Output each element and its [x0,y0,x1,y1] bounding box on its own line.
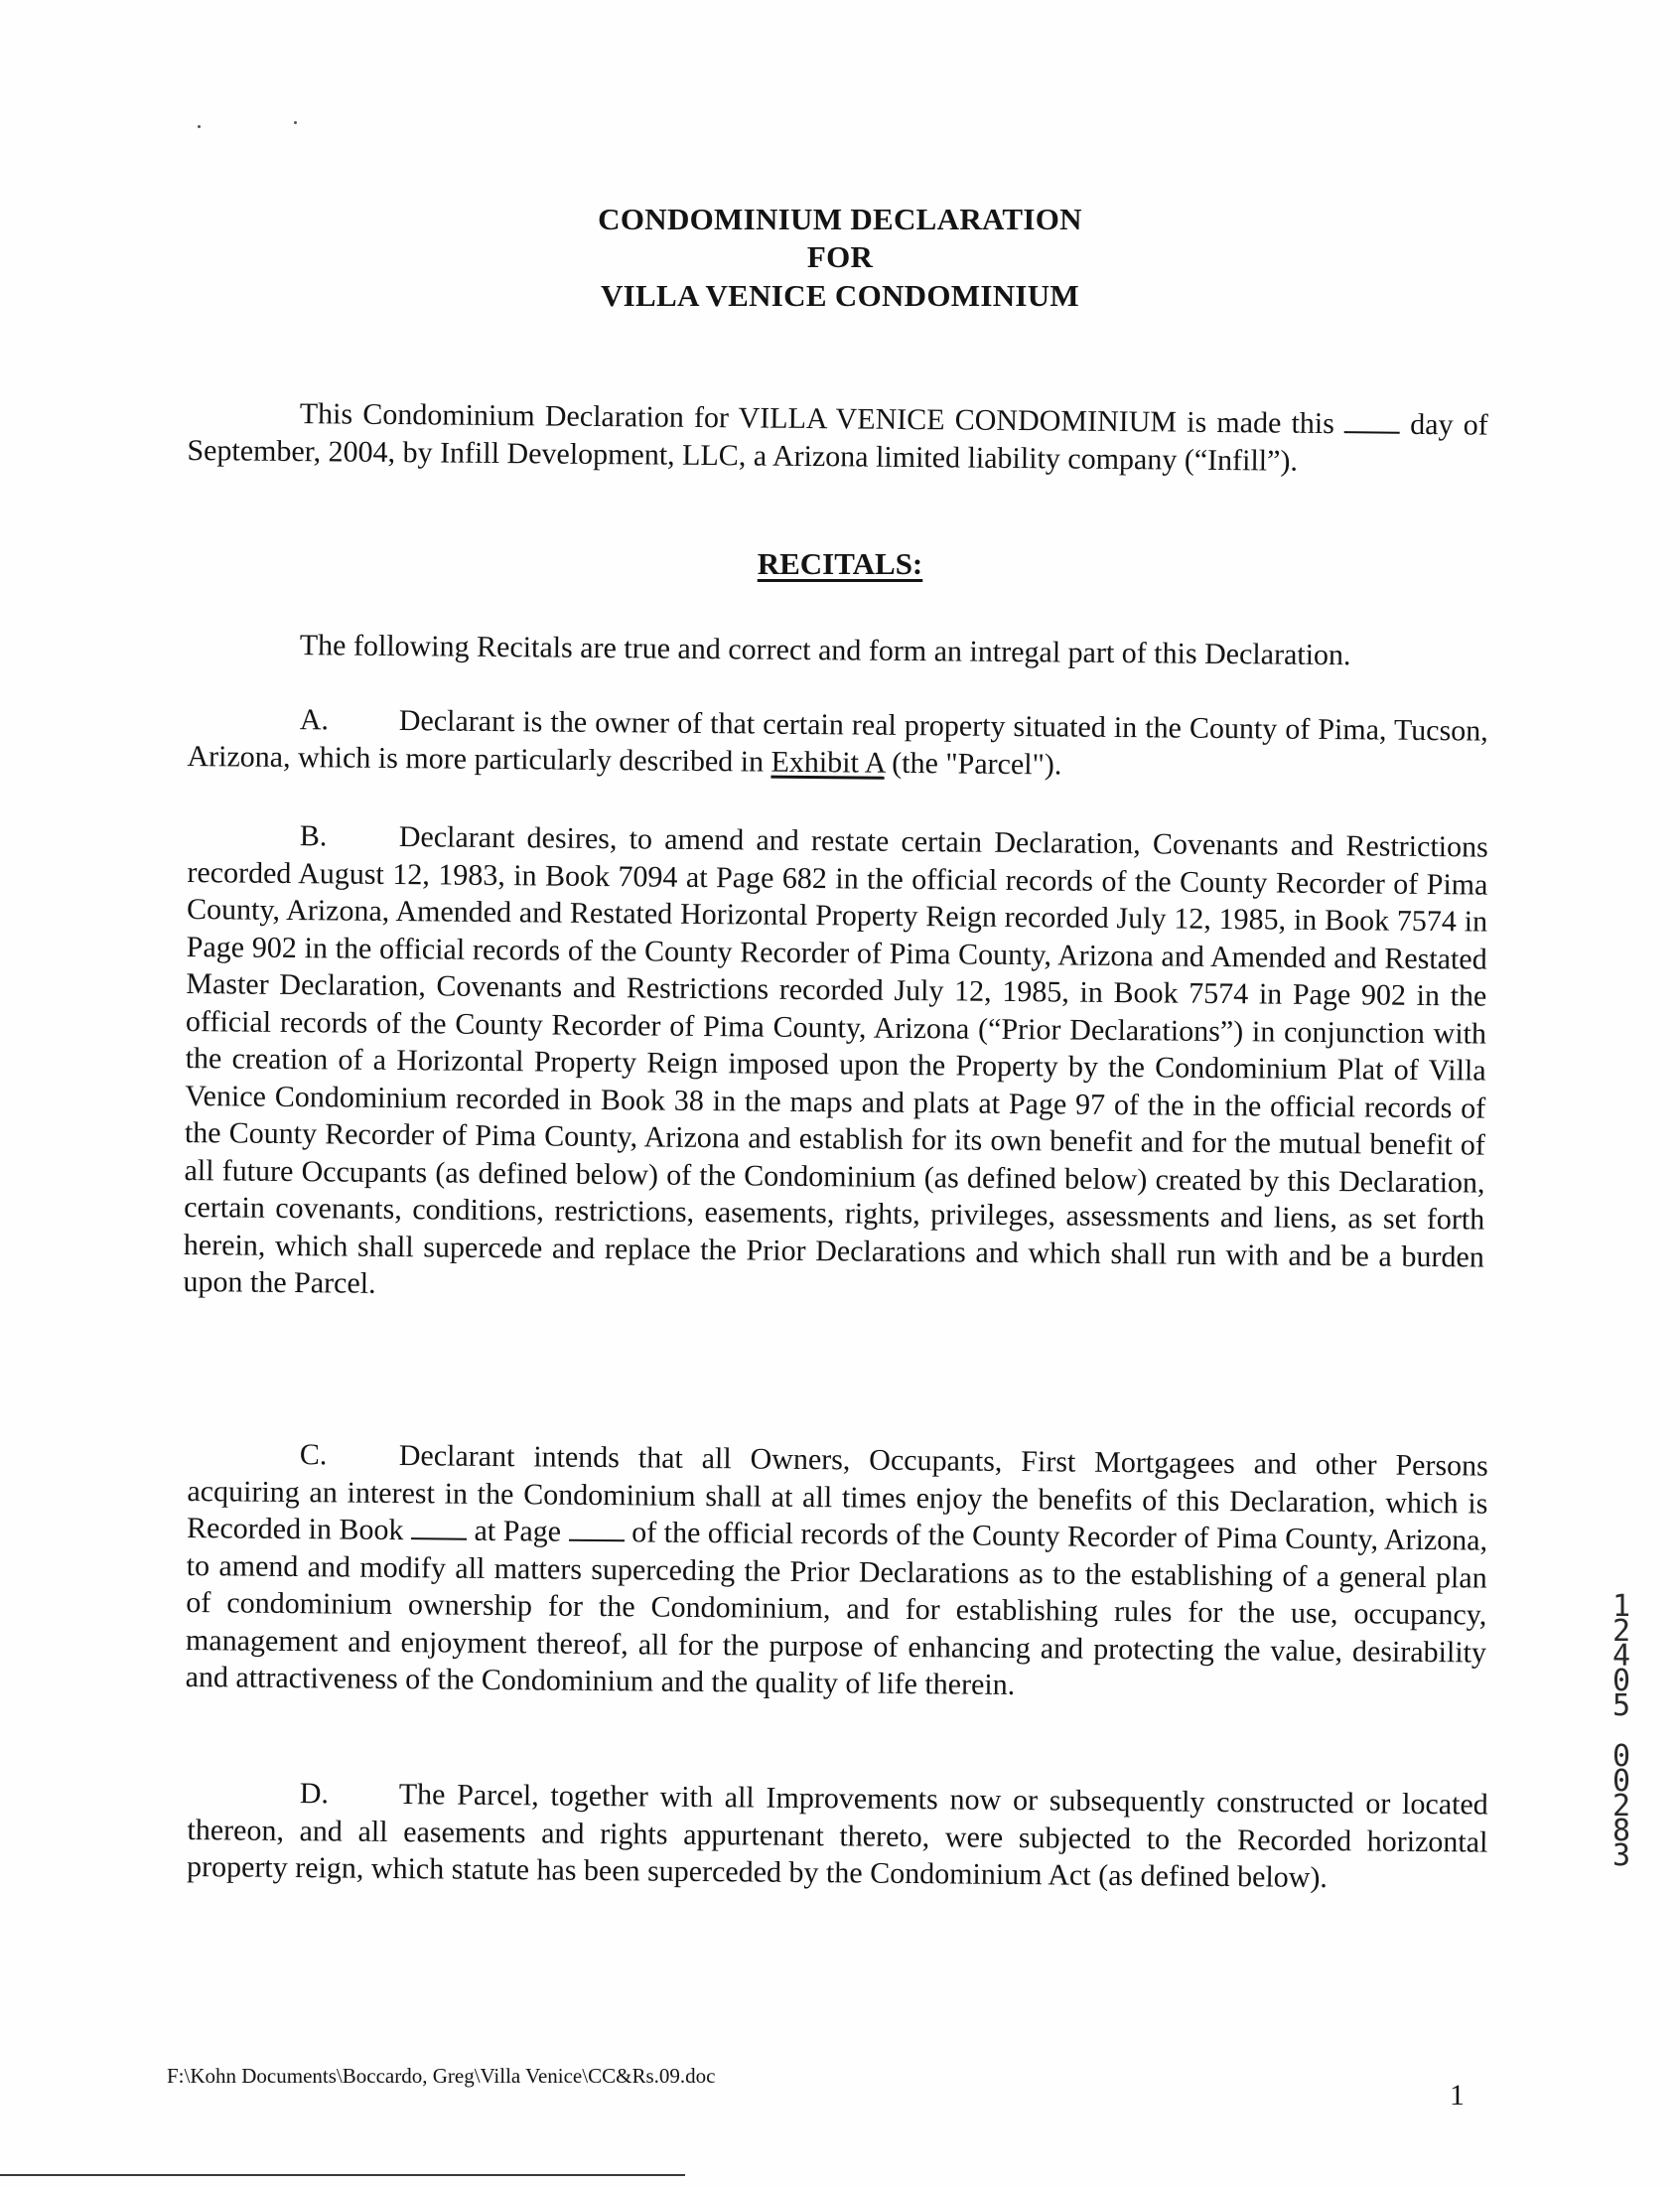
recital-d-text: The Parcel, together with all Improvements now or subsequently constructed or located thereon, and all easements and rights appurtenant thereto, were subjected to the Recorded horizontal property reign, which statute has been superceded by the Condominium Act (as defined below). [186,1778,1488,1895]
recitals-lead-paragraph [188,626,1488,675]
stamp-digit: 1 [1611,1589,1631,1624]
recital-a-text: Declarant is the owner of that certain real property situated in the County of Pima, Tucson, Arizona, which is more particularly described in [187,704,1488,779]
recitals-lead-text: The following Recitals are true and correct and form an intregal part of this Declaration. [299,629,1351,672]
recital-b-letter: B. [299,819,328,853]
stamp-digit: 3 [1611,1838,1631,1873]
title-line-1: CONDOMINIUM DECLARATION [598,202,1082,236]
recital-d [187,1774,1488,1898]
footer-file-path: F:\Kohn Documents\Boccardo, Greg\Villa Venice\CC&Rs.09.doc [167,2064,716,2088]
stamp-digit: 4 [1611,1639,1631,1674]
stamp-digit: 2 [1611,1614,1631,1649]
day-blank [1344,405,1400,434]
recital-a-letter: A. [299,703,330,737]
page-number: 1 [1450,2079,1465,2112]
recital-c-text-1: Declarant intends that all Owners, Occupants, First Mortgagees and other Persons acquiring an interest in the Condominium shall at all times enjoy the benefits of this Declaration, which is Recorded in Book [186,1439,1488,1547]
title-line-3: VILLA VENICE CONDOMINIUM [600,278,1079,313]
stamp-digit: 0 [1611,1739,1631,1774]
recitals-heading: RECITALS: [757,546,923,581]
recital-a-text-end: (the "Parcel"). [892,746,1062,781]
recital-c-text-3: of the official records of the County Recorder of Pima County, Arizona, to amend and modify all matters superceding the Prior Declarations as to the establishing of a general plan of condominium ownership for the Condominium, and for establishing rules for the use, occupancy, management and enjoyment thereof, all for the purpose of enhancing and protecting the value, desirability and attractiveness of the Condominium and the quality of life therein. [185,1516,1488,1702]
stamp-digit: 2 [1611,1789,1631,1823]
scan-speck [294,121,297,124]
scan-edge-line [0,2174,685,2176]
intro-text-start: This Condominium Declaration for VILLA VENICE CONDOMINIUM is made this [299,397,1335,441]
recital-b-text: Declarant desires, to amend and restate certain Declaration, Covenants and Restrictions recorded August 12, 1983, in Book 7094 at Page 682 in the official records of the County Recorder of Pima County, Arizona, Amended and Restated Horizontal Property Reign recorded July 12, 1985, in Book 7574 in Page 902 in the official records of the County Recorder of Pima County, Arizona and Amended and Restated Master Declaration, Covenants and Restrictions recorded July 12, 1985, in Book 7574 in Page 902 in the official records of the County Recorder of Pima County, Arizona (“Prior Declarations”) in conjunction with the creation of a Horizontal Property Reign imposed upon the Property by the Condominium Plat of Villa Venice Condominium recorded in Book 38 in the maps and plats at Page 97 of the in the official records of the County Recorder of Pima County, Arizona and establish for its own benefit and for the mutual benefit of all future Occupants (as defined below) of the Condominium (as defined below) created by this Declaration, certain covenants, conditions, restrictions, easements, rights, privileges, assessments and liens, as set forth herein, which shall supercede and replace the Prior Declarations and which shall run with and be a burden upon the Parcel. [183,820,1488,1300]
recital-d-letter: D. [299,1777,330,1811]
stamp-digit: 8 [1611,1814,1631,1848]
exhibit-a-reference: Exhibit A [770,745,885,780]
scan-speck [198,125,201,128]
recital-c [185,1435,1487,1708]
book-number-blank [411,1512,467,1540]
recording-stamp [1607,1589,1636,1873]
recital-b [183,816,1488,1313]
page-number-blank [569,1514,625,1542]
title-line-2: FOR [806,239,874,274]
stamp-digit: 0 [1611,1764,1631,1799]
recital-c-text-2: at Page [474,1514,562,1548]
intro-text-end: day of September, 2004, by Infill Development, LLC, a Arizona limited liability company (“Infill”). [187,407,1488,478]
stamp-digit: 5 [1611,1688,1631,1723]
recital-a [187,700,1488,788]
intro-paragraph [187,394,1488,482]
stamp-digit: 0 [1611,1664,1631,1698]
recital-c-letter: C. [299,1438,328,1472]
